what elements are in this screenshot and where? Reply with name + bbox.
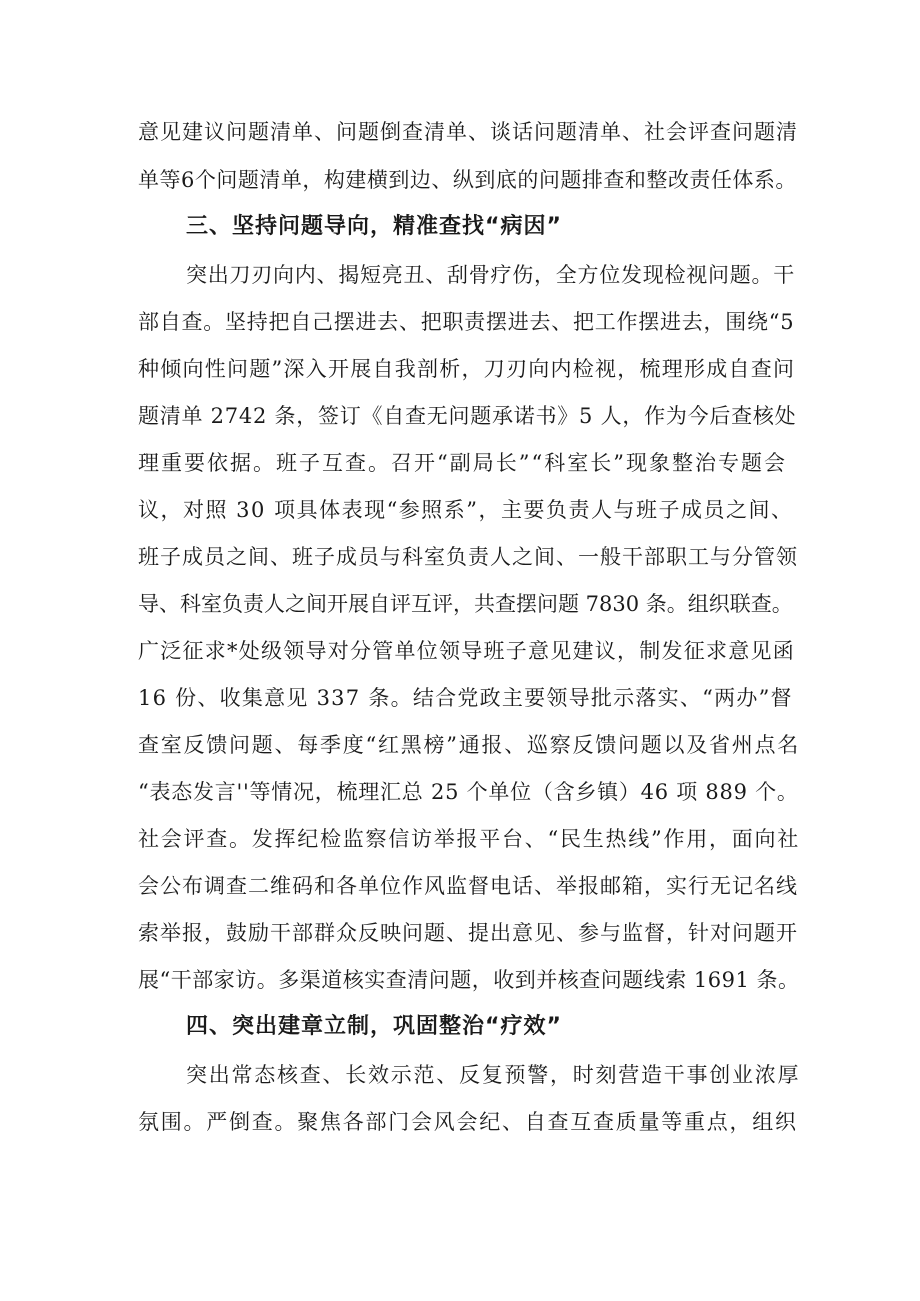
paragraph-line: 议，对照 30 项具体表现“参照系”，主要负责人与班子成员之间、 — [138, 498, 794, 522]
paragraph-line: 导、科室负责人之间开展自评互评，共查摆问题 7830 条。组织联查。 — [138, 592, 793, 616]
paragraph-line: 突出刀刃向内、揭短亮丑、刮骨疗伤，全方位发现检视问题。干 — [186, 263, 795, 287]
paragraph-line: 班子成员之间、班子成员与科室负责人之间、一般干部职工与分管领 — [138, 545, 798, 569]
section-4-heading: 四、突出建章立制，巩固整治“疗效” — [186, 1014, 562, 1039]
paragraph-line: “表态发言''等情况，梳理汇总 25 个单位（含乡镇）46 项 889 个。 — [138, 780, 799, 804]
paragraph-line: 突出常态核查、长效示范、反复预警，时刻营造干事创业浓厚 — [186, 1063, 801, 1087]
paragraph-line: 种倾向性问题”深入开展自我剖析，刀刃向内检视，梳理形成自查问 — [138, 357, 796, 381]
paragraph-line: 查室反馈问题、每季度“红黑榜”通报、巡察反馈问题以及省州点名 — [138, 733, 800, 757]
paragraph-line: 会公布调查二维码和各单位作风监督电话、举报邮箱，实行无记名线 — [138, 874, 798, 898]
section-3-heading: 三、坚持问题导向，精准查找“病因” — [186, 214, 562, 239]
paragraph-line: 16 份、收集意见 337 条。结合党政主要领导批示落实、“两办”督 — [138, 686, 793, 710]
paragraph-line: 社会评查。发挥纪检监察信访举报平台、“民生热线”作用，面向社 — [138, 827, 800, 851]
paragraph-line: 氛围。严倒查。聚焦各部门会风会纪、自查互查质量等重点，组织 — [138, 1110, 798, 1134]
paragraph-line: 广泛征求*处级领导对分管单位领导班子意见建议，制发征求意见函 — [138, 639, 795, 663]
paragraph-line: 单等6个问题清单，构建横到边、纵到底的问题排查和整改责任体系。 — [138, 168, 797, 192]
paragraph-line: 索举报，鼓励干部群众反映问题、提出意见、参与监督，针对问题开 — [138, 921, 798, 945]
paragraph-line: 部自查。坚持把自己摆进去、把职责摆进去、把工作摆进去，围绕“5 — [138, 310, 795, 334]
paragraph-line: 理重要依据。班子互查。召开“副局长”“科室长”现象整治专题会 — [138, 451, 787, 475]
paragraph-line: 展“干部家访。多渠道核实查清问题，收到并核查问题线索 1691 条。 — [138, 968, 800, 992]
paragraph-line: 题清单 2742 条，签订《自查无问题承诺书》5 人，作为今后查核处 — [138, 404, 797, 428]
paragraph-line: 意见建议问题清单、问题倒查清单、谈话问题清单、社会评查问题清 — [138, 120, 798, 144]
